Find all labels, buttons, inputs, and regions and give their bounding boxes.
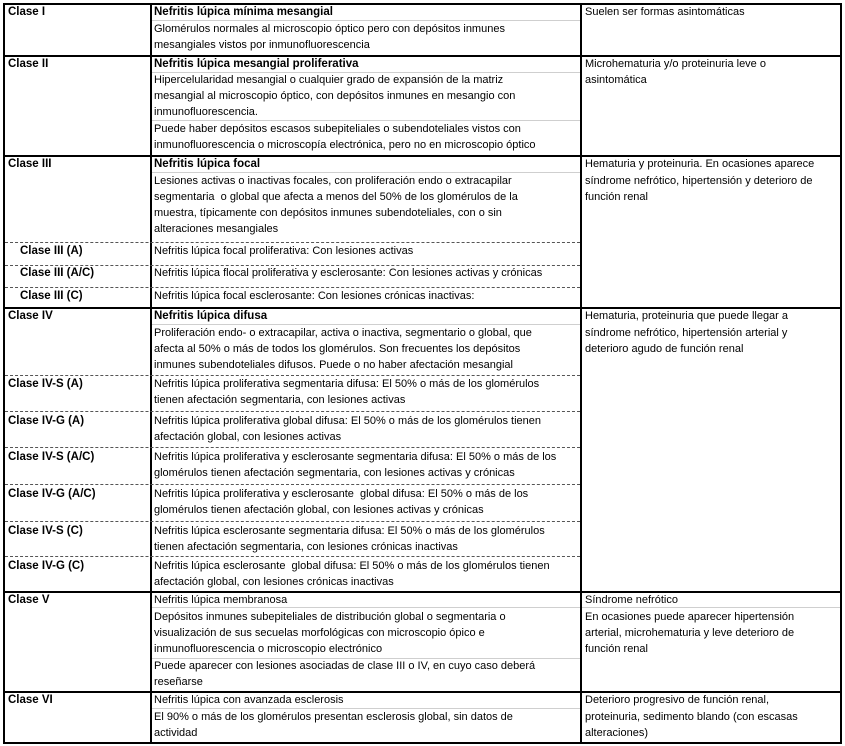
class-description-line: Depósitos inmunes subepiteliales de distribución global o segmentaria o [154,611,506,623]
clinical-line: función renal [585,191,648,203]
subclass-description-line: Nefritis lúpica esclerosante global difusa: El 50% o más de los glomérulos tienen [154,560,550,572]
clinical-line: proteinuria, sedimento blando (con escasas [585,711,798,723]
subclass-description-line: glomérulos tienen afectación segmentaria, con lesiones activas y crónicas [154,467,515,479]
subclass-label: Clase IV-S (A/C) [8,451,95,463]
class-description-line: muestra, típicamente con depósitos inmunes subendoteliales, con o sin [154,207,502,219]
clinical-line: Hematuria, proteinuria que puede llegar a [585,310,789,322]
clinical-line: deterioro agudo de función renal [585,343,744,355]
subclass-label: Clase IV-G (A) [8,415,85,427]
class-description-line: actividad [154,727,198,739]
subclass-description-line: afectación global, con lesiones crónicas inactivas [154,576,394,588]
class-description-line: inmunofluorescencia o microscopio electrónico [154,643,383,655]
subclass-label: Clase III (C) [20,290,83,302]
class-description-line: Proliferación endo- o extracapilar, activa o inactiva, segmentario o global, que [154,327,532,339]
class-description-line: El 90% o más de los glomérulos presentan esclerosis global, sin datos de [154,711,513,723]
class-description-line: Glomérulos normales al microscopio óptico pero con depósitos inmunes [154,23,505,35]
subclass-label: Clase IV-G (C) [8,560,85,572]
grid-line [5,556,580,557]
class-title: Nefritis lúpica membranosa [154,594,288,606]
clinical-title: Síndrome nefrótico [585,594,678,606]
clinical-line: Hematuria y proteinuria. En ocasiones aparece [585,158,815,170]
subclass-description-line: Nefritis lúpica focal proliferativa: Con lesiones activas [154,245,414,257]
clinical-line: alteraciones) [585,727,648,739]
clinical-line: síndrome nefrótico, hipertensión arterial y [585,327,788,339]
subclass-description-line: tienen afectación segmentaria, con lesiones activas [154,394,406,406]
grid-line [5,375,580,376]
grid-line [3,742,842,744]
grid-line [3,3,5,743]
subclass-description-line: Nefritis lúpica proliferativa y esclerosante segmentaria difusa: El 50% o más de los [154,451,557,463]
grid-line [3,591,842,593]
grid-line [5,287,580,288]
class-title: Nefritis lúpica mesangial proliferativa [154,58,359,70]
class-description-line: Lesiones activas o inactivas focales, con proliferación endo o extracapilar [154,175,512,187]
grid-line [5,484,580,485]
subclass-description-line: Nefritis lúpica proliferativa y esclerosante global difusa: El 50% o más de los [154,488,529,500]
class-description-line: afecta al 50% o más de todos los glomérulos. Son frecuentes los depósitos [154,343,521,355]
grid-line [840,3,842,743]
clinical-line: Suelen ser formas asintomáticas [585,6,745,18]
class-title: Nefritis lúpica mínima mesangial [154,6,333,18]
class-description-line: mesangial al microscopio óptico, con depósitos inmunes en mesangio con [154,90,516,102]
subclass-label: Clase III (A) [20,245,83,257]
class-description-line: inmunes subendoteliales difusos. Puede o no haber afectación mesangial [154,359,513,371]
subclass-description-line: Nefritis lúpica flocal proliferativa y esclerosante: Con lesiones activas y crónicas [154,267,543,279]
clinical-line: En ocasiones puede aparecer hipertensión [585,611,795,623]
class-description-line: mesangiales vistos por inmunofluorescencia [154,39,370,51]
subclass-description-line: Nefritis lúpica proliferativa global difusa: El 50% o más de los glomérulos tienen [154,415,542,427]
subclass-description-line: afectación global, con lesiones activas [154,431,342,443]
class-label: Clase IV [8,310,53,322]
grid-line [5,411,580,412]
clinical-line: Deterioro progresivo de función renal, [585,694,770,706]
class-description-line: visualización de sus secuelas morfológicas con microscopio ópico e [154,627,485,639]
class-description-line: segmentaria o global que afecta a menos del 50% de los glomérulos de la [154,191,518,203]
grid-line [5,447,580,448]
class-label: Clase I [8,6,46,18]
grid-line [580,3,582,743]
class-note-line: inmunofluorescencia o microscopía electrónica, pero no en microscopio óptico [154,139,536,151]
class-title: Nefritis lúpica difusa [154,310,268,322]
subclass-description-line: glomérulos tienen afectación global, con lesiones activas y crónicas [154,504,484,516]
clinical-line: Microhematuria y/o proteinuria leve o [585,58,766,70]
subclass-label: Clase III (A/C) [20,267,95,279]
class-description-line: inmunofluorescencia. [154,106,258,118]
clinical-line: función renal [585,643,648,655]
subclass-description-line: Nefritis lúpica focal esclerosante: Con lesiones crónicas inactivas: [154,290,475,302]
class-label: Clase V [8,594,50,606]
class-note-line: Puede aparecer con lesiones asociadas de clase III o IV, en cuyo caso deberá [154,660,536,672]
grid-line [5,521,580,522]
subclass-label: Clase IV-S (C) [8,525,83,537]
subclass-description-line: tienen afectación segmentaria, con lesiones crónicas inactivas [154,541,458,553]
class-note-line: reseñarse [154,676,203,688]
class-description-line: alteraciones mesangiales [154,223,279,235]
clinical-line: síndrome nefrótico, hipertensión y deterioro de [585,175,813,187]
class-label: Clase VI [8,694,53,706]
class-label: Clase II [8,58,49,70]
class-title: Nefritis lúpica con avanzada esclerosis [154,694,344,706]
grid-line [5,242,580,243]
clinical-line: arterial, microhematuria y leve deterioro de [585,627,795,639]
class-title: Nefritis lúpica focal [154,158,261,170]
subclass-description-line: Nefritis lúpica proliferativa segmentaria difusa: El 50% o más de los glomérulos [154,378,540,390]
grid-line [150,3,152,743]
class-note-line: Puede haber depósitos escasos subepiteliales o subendoteliales vistos con [154,123,521,135]
subclass-label: Clase IV-G (A/C) [8,488,96,500]
clinical-line: asintomática [585,74,647,86]
subclass-label: Clase IV-S (A) [8,378,83,390]
class-label: Clase III [8,158,52,170]
class-description-line: Hipercelularidad mesangial o cualquier grado de expansión de la matriz [154,74,504,86]
subclass-description-line: Nefritis lúpica esclerosante segmentaria difusa: El 50% o más de los glomérulos [154,525,545,537]
